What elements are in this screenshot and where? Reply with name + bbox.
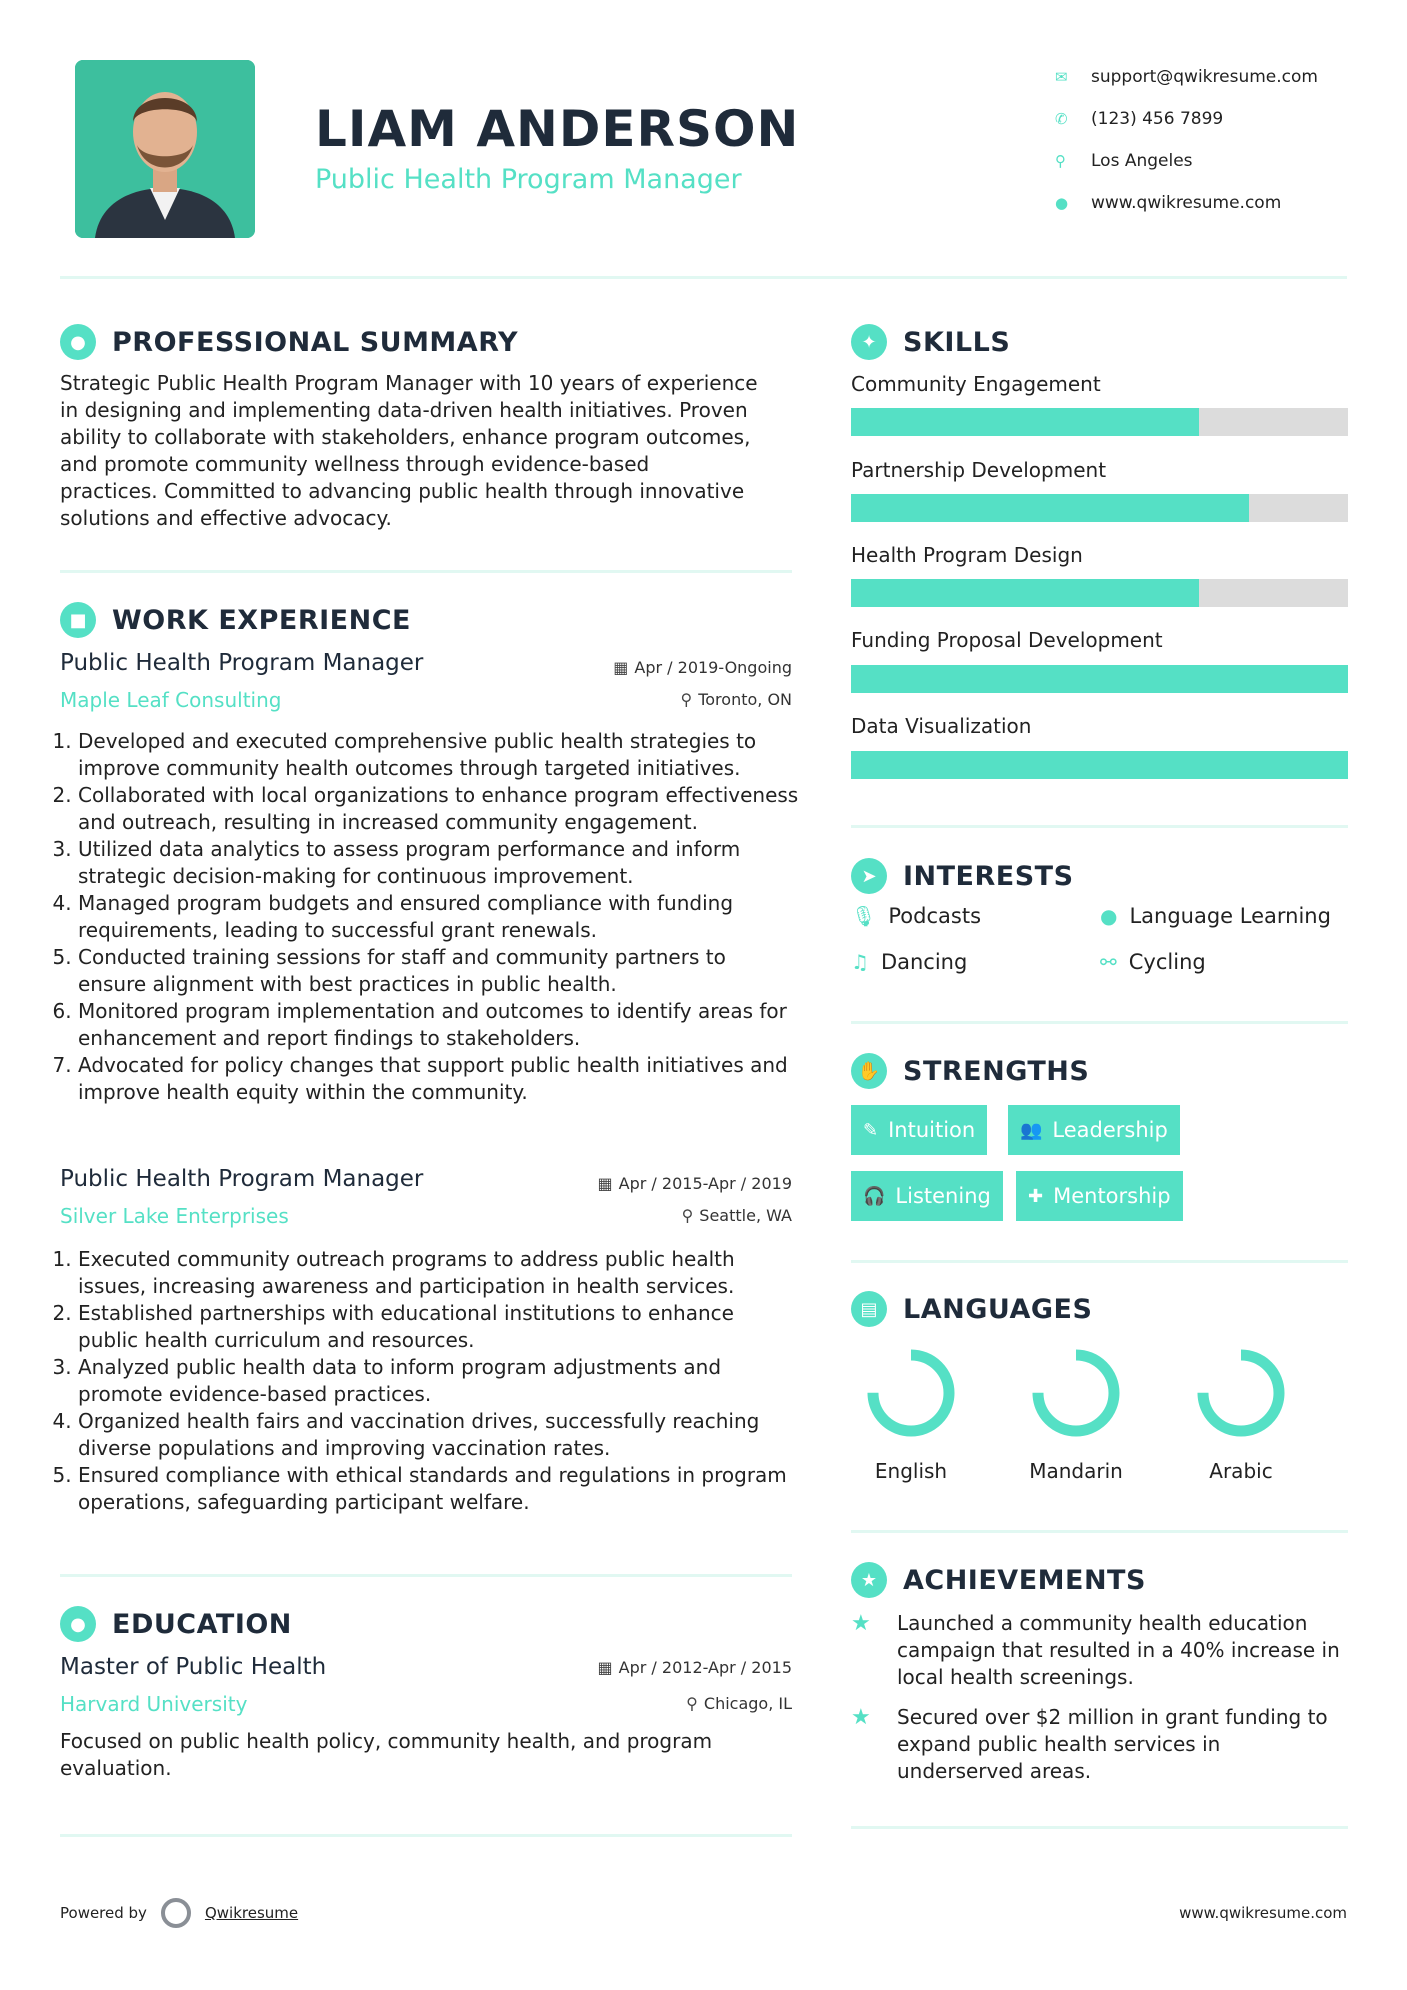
footer-website[interactable]: www.qwikresume.com — [1179, 1904, 1347, 1922]
skills-heading: ✦ SKILLS — [851, 324, 1010, 360]
work-divider — [60, 1574, 792, 1577]
graduation-icon: ● — [60, 1606, 96, 1642]
microphone-icon: 🎙 — [851, 904, 877, 928]
skill-bar-fill — [851, 579, 1199, 607]
contact-block — [1055, 56, 1385, 224]
job-1-date: ▦ Apr / 2019-Ongoing — [613, 658, 792, 677]
star-icon: ★ — [851, 1611, 871, 1636]
interest-dancing: ♫ Dancing — [851, 950, 968, 974]
skill-label: Partnership Development — [851, 458, 1107, 482]
user-plus-icon: ✚ — [1028, 1185, 1044, 1207]
calendar-icon: ▦ — [613, 658, 629, 677]
skill-bar — [851, 408, 1348, 436]
magic-wand-icon: ✎ — [863, 1119, 879, 1141]
job-2-location: ⚲ Seattle, WA — [681, 1206, 792, 1225]
briefcase-icon: ■ — [60, 602, 96, 638]
interest-podcasts: 🎙 Podcasts — [851, 904, 982, 928]
phone-text: (123) 456 7899 — [1091, 109, 1224, 129]
job-1-company: Maple Leaf Consulting — [60, 688, 282, 712]
music-icon: ♫ — [851, 950, 869, 974]
bicycle-icon: ⚯ — [1100, 950, 1117, 974]
duty-item: 6. Monitored program implementation and outcomes to identify areas for enhancement and report findings to stakeholders. — [78, 998, 800, 1052]
achievements-heading: ★ ACHIEVEMENTS — [851, 1562, 1146, 1598]
education-date: ▦ Apr / 2012-Apr / 2015 — [597, 1658, 792, 1677]
interests-divider — [851, 1021, 1348, 1024]
skill-bar — [851, 751, 1348, 779]
job-2-date: ▦ Apr / 2015-Apr / 2019 — [597, 1174, 792, 1193]
skill-bar-fill — [851, 665, 1348, 693]
interest-cycling: ⚯ Cycling — [1100, 950, 1206, 974]
duty-item: 5. Conducted training sessions for staff and community partners to ensure alignment with best practices in public health. — [78, 944, 800, 998]
candidate-title: Public Health Program Manager — [315, 164, 742, 195]
skill-bar — [851, 579, 1348, 607]
calendar-icon: ▦ — [597, 1658, 613, 1677]
interests-heading: ➤ INTERESTS — [851, 858, 1074, 894]
users-icon: 👥 — [1020, 1119, 1043, 1141]
summary-divider — [60, 570, 792, 573]
education-heading: ● EDUCATION — [60, 1606, 292, 1642]
job-2-duties — [60, 1246, 800, 1516]
website-text: www.qwikresume.com — [1091, 193, 1282, 213]
email-text: support@qwikresume.com — [1091, 67, 1318, 87]
duty-item: 4. Managed program budgets and ensured compliance with funding requirements, leading to successful grant renewals. — [78, 890, 800, 944]
interest-language-learning: ● Language Learning — [1100, 904, 1331, 928]
contact-website[interactable] — [1055, 182, 1385, 224]
profile-photo — [75, 60, 255, 238]
skill-bar — [851, 665, 1348, 693]
skill-label: Data Visualization — [851, 714, 1032, 738]
location-text: Los Angeles — [1091, 151, 1193, 171]
pin-icon: ⚲ — [681, 1206, 694, 1225]
hand-icon: ✋ — [851, 1053, 887, 1089]
duty-item: 4. Organized health fairs and vaccination drives, successfully reaching diverse populations and improving vaccination rates. — [78, 1408, 800, 1462]
strength-listening: 🎧 Listening — [851, 1171, 1003, 1221]
strength-mentorship: ✚ Mentorship — [1016, 1171, 1183, 1221]
skill-label: Health Program Design — [851, 543, 1083, 567]
education-location: ⚲ Chicago, IL — [686, 1694, 792, 1713]
language-arabic: Arabic — [1186, 1345, 1296, 1483]
language-english: English — [856, 1345, 966, 1483]
strengths-heading: ✋ STRENGTHS — [851, 1053, 1089, 1089]
contact-phone[interactable] — [1055, 98, 1385, 140]
achievements-divider — [851, 1826, 1348, 1829]
duty-item: 3. Utilized data analytics to assess program performance and inform strategic decision-making for continuous improvement. — [78, 836, 800, 890]
languages-divider — [851, 1530, 1348, 1533]
pin-icon: ⚲ — [680, 690, 693, 709]
contact-location — [1055, 140, 1385, 182]
phone-icon: ✆ — [1055, 110, 1068, 128]
job-1-title: Public Health Program Manager — [60, 650, 424, 676]
qwikresume-logo-icon — [161, 1898, 191, 1928]
education-degree: Master of Public Health — [60, 1654, 327, 1680]
footer-powered-by: Powered by Qwikresume — [60, 1898, 298, 1928]
achievement-item: ★ Launched a community health education campaign that resulted in a 40% increase in local health screenings. — [851, 1611, 1340, 1689]
duty-item: 2. Collaborated with local organizations to enhance program effectiveness and outreach, resulting in increased community engagement. — [78, 782, 800, 836]
education-school: Harvard University — [60, 1692, 248, 1716]
contact-email[interactable] — [1055, 56, 1385, 98]
duty-item: 7. Advocated for policy changes that support public health initiatives and improve health equity within the community. — [78, 1052, 800, 1106]
skill-bar-fill — [851, 494, 1249, 522]
strength-intuition: ✎ Intuition — [851, 1105, 987, 1155]
language-icon: ▤ — [851, 1291, 887, 1327]
education-divider — [60, 1834, 792, 1837]
work-heading: ■ WORK EXPERIENCE — [60, 602, 411, 638]
star-badge-icon: ★ — [851, 1562, 887, 1598]
globe-icon: ● — [1055, 194, 1069, 212]
education-description: Focused on public health policy, community health, and program evaluation. — [60, 1729, 713, 1780]
star-icon: ★ — [851, 1705, 871, 1730]
headphones-icon: 🎧 — [863, 1185, 886, 1207]
duty-item: 3. Analyzed public health data to inform program adjustments and promote evidence-based practices. — [78, 1354, 800, 1408]
strengths-divider — [851, 1260, 1348, 1263]
skill-bar — [851, 494, 1348, 522]
duty-item: 1. Developed and executed comprehensive public health strategies to improve community health outcomes through targeted initiatives. — [78, 728, 800, 782]
language-mandarin: Mandarin — [1021, 1345, 1131, 1483]
skill-bar-fill — [851, 751, 1348, 779]
job-1-location: ⚲ Toronto, ON — [680, 690, 792, 709]
achievement-item: ★ Secured over $2 million in grant funding to expand public health services in underserved areas. — [851, 1705, 1328, 1783]
job-2-title: Public Health Program Manager — [60, 1166, 424, 1192]
summary-text: Strategic Public Health Program Manager with 10 years of experience in designing and implementing data-driven health initiatives. Proven ability to collaborate with stakeholders, enhance program outcomes, and promote community wellness through evidence-based practices. Committed to advancing public health through innovative solutions and effective advocacy. — [60, 371, 758, 530]
globe-icon: ● — [1100, 904, 1118, 928]
strength-leadership: 👥 Leadership — [1008, 1105, 1180, 1155]
duty-item: 1. Executed community outreach programs to address public health issues, increasing awareness and participation in health services. — [78, 1246, 800, 1300]
pin-icon: ⚲ — [686, 1694, 698, 1713]
language-ring — [1028, 1345, 1124, 1441]
language-ring — [1193, 1345, 1289, 1441]
duty-item: 2. Established partnerships with educational institutions to enhance public health curriculum and resources. — [78, 1300, 800, 1354]
profile-photo-image — [75, 60, 255, 238]
calendar-icon: ▦ — [597, 1174, 613, 1193]
footer-brand-link[interactable]: Qwikresume — [204, 1904, 299, 1922]
skill-label: Community Engagement — [851, 372, 1101, 396]
language-ring — [863, 1345, 959, 1441]
job-1-duties — [60, 728, 800, 1106]
skill-label: Funding Proposal Development — [851, 628, 1163, 652]
languages-heading: ▤ LANGUAGES — [851, 1291, 1092, 1327]
header-divider — [60, 276, 1347, 279]
skills-divider — [851, 825, 1348, 828]
paper-plane-icon: ➤ — [851, 858, 887, 894]
envelope-icon: ✉ — [1055, 68, 1068, 86]
summary-heading: ● PROFESSIONAL SUMMARY — [60, 324, 518, 360]
map-pin-icon: ⚲ — [1055, 152, 1066, 170]
user-icon: ● — [60, 324, 96, 360]
duty-item: 5. Ensured compliance with ethical standards and regulations in program operations, safeguarding participant welfare. — [78, 1462, 800, 1516]
lightbulb-icon: ✦ — [851, 324, 887, 360]
skill-bar-fill — [851, 408, 1199, 436]
candidate-name: LIAM ANDERSON — [315, 100, 800, 158]
job-2-company: Silver Lake Enterprises — [60, 1204, 289, 1228]
